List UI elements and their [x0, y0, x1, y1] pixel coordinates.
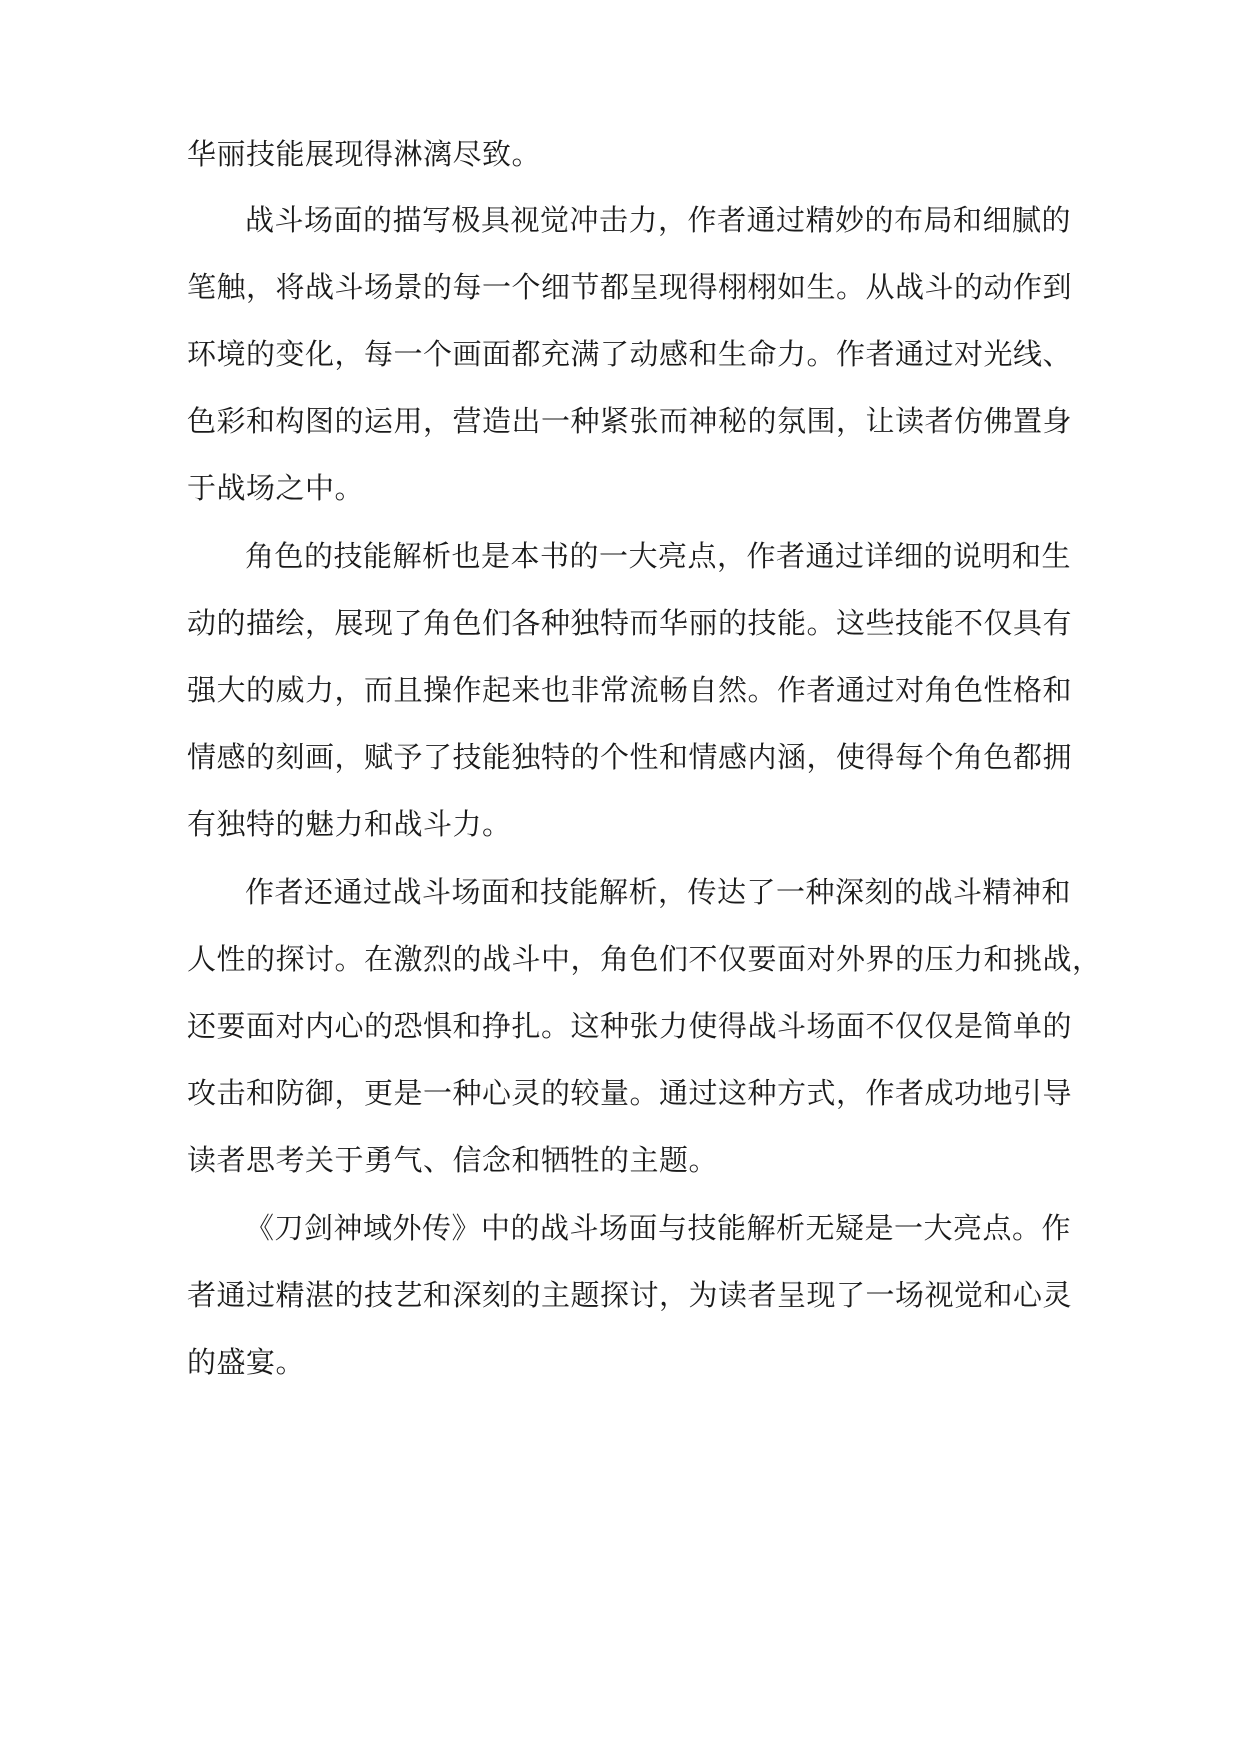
paragraph-line: 角色的技能解析也是本书的一大亮点，作者通过详细的说明和生 — [245, 539, 1072, 573]
paragraph-line: 华丽技能展现得淋漓尽致。 — [187, 137, 542, 171]
paragraph-line: 于战场之中。 — [187, 471, 365, 505]
paragraph-line: 色彩和构图的运用，营造出一种紧张而神秘的氛围，让读者仿佛置身 — [187, 404, 1073, 438]
paragraph-line: 《刀剑神域外传》中的战斗场面与技能解析无疑是一大亮点。作 — [245, 1211, 1072, 1245]
paragraph-line: 者通过精湛的技艺和深刻的主题探讨，为读者呈现了一场视觉和心灵 — [187, 1278, 1073, 1312]
paragraph-line: 笔触，将战斗场景的每一个细节都呈现得栩栩如生。从战斗的动作到 — [187, 270, 1073, 304]
paragraph-line: 的盛宴。 — [187, 1345, 306, 1379]
paragraph-line: 战斗场面的描写极具视觉冲击力，作者通过精妙的布局和细腻的 — [245, 203, 1072, 237]
paragraph-line: 人性的探讨。在激烈的战斗中，角色们不仅要面对外界的压力和挑战， — [187, 942, 1102, 976]
paragraph-line: 有独特的魅力和战斗力。 — [187, 807, 512, 841]
paragraph-line: 还要面对内心的恐惧和挣扎。这种张力使得战斗场面不仅仅是简单的 — [187, 1009, 1073, 1043]
paragraph-line: 情感的刻画，赋予了技能独特的个性和情感内涵，使得每个角色都拥 — [187, 740, 1073, 774]
paragraph-line: 攻击和防御，更是一种心灵的较量。通过这种方式，作者成功地引导 — [187, 1076, 1073, 1110]
paragraph-line: 强大的威力，而且操作起来也非常流畅自然。作者通过对角色性格和 — [187, 673, 1073, 707]
paragraph-line: 作者还通过战斗场面和技能解析，传达了一种深刻的战斗精神和 — [245, 875, 1072, 909]
paragraph-line: 环境的变化，每一个画面都充满了动感和生命力。作者通过对光线、 — [187, 337, 1073, 371]
paragraph-line: 读者思考关于勇气、信念和牺牲的主题。 — [187, 1143, 719, 1177]
paragraph-line: 动的描绘，展现了角色们各种独特而华丽的技能。这些技能不仅具有 — [187, 606, 1073, 640]
